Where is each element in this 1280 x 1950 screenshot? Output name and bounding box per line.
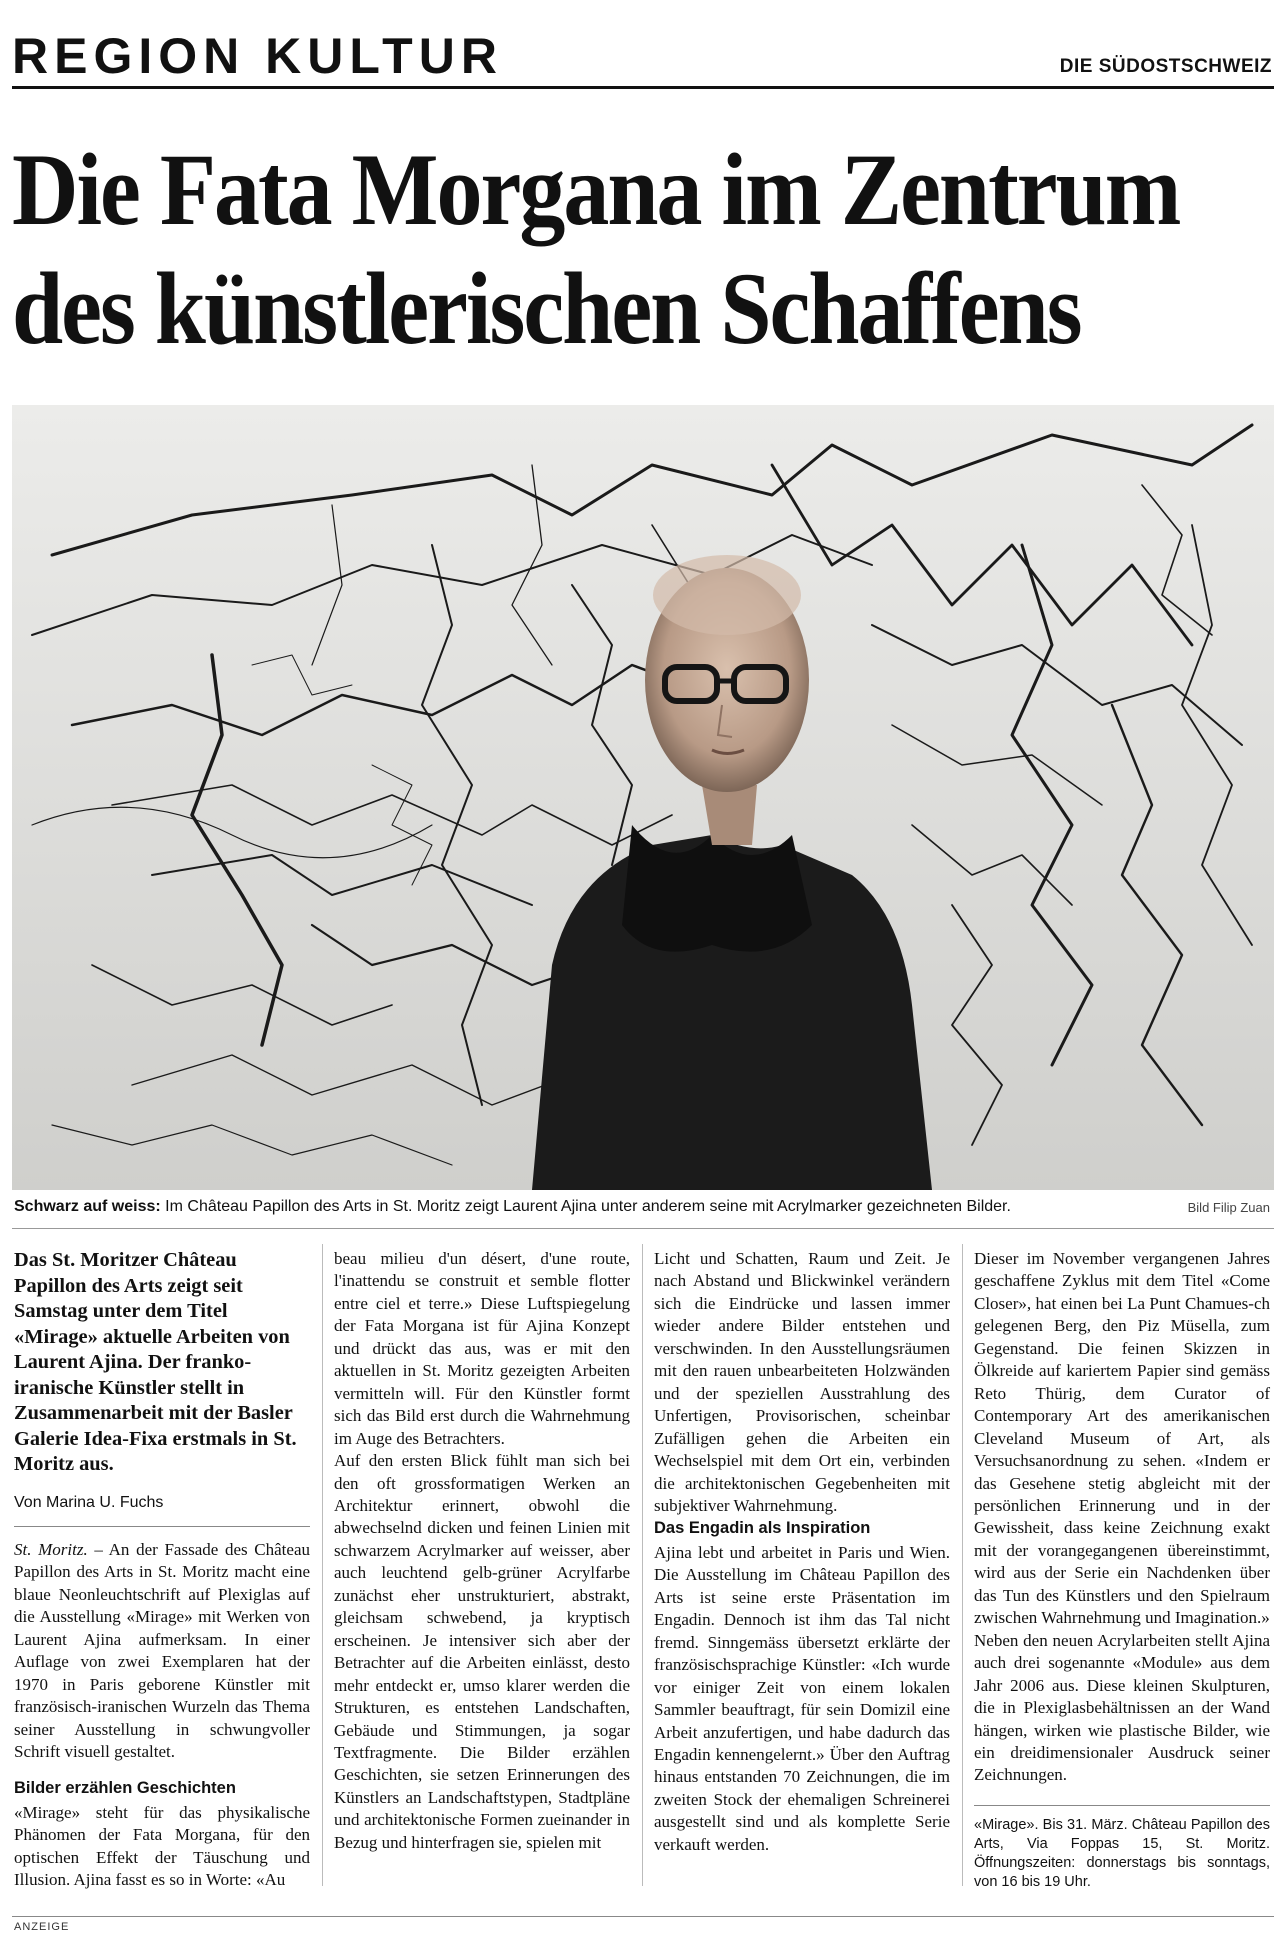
paragraph-1 xyxy=(14,1539,310,1764)
section-title: REGION KULTUR xyxy=(12,28,503,84)
photo-caption xyxy=(14,1198,1274,1216)
paragraph-continued: beau milieu d'un désert, d'une route, l'inattendu se construit et semble flotter entre ciel et terre.» Diese Luftspiegelung der Fata Morgana ist für Ajina Konzept und drückt das aus, was er mit den aktuellen in St. Moritz gezeigten Arbeiten vermitteln will. Für den Künstler formt sich das Bild erst durch die Wahrnehmung im Auge des Betrachters. xyxy=(334,1249,630,1448)
artwork-drawing xyxy=(12,405,1274,1190)
article-column-2 xyxy=(334,1248,630,1854)
caption-text: Im Château Papillon des Arts in St. Moritz zeigt Laurent Ajina unter anderem seine mit Acrylmarker gezeichneten Bilder. xyxy=(165,1198,1011,1215)
headline xyxy=(12,130,1274,367)
paragraph-2: «Mirage» steht für das physikalische Phänomen der Fata Morgana, für den optischen Effekt der Täuschung und Illusion. Ajina fasst es so in Worte: «Au xyxy=(14,1802,310,1890)
exhibition-info: «Mirage». Bis 31. März. Château Papillon des Arts, Via Foppas 15, St. Moritz. Öffnungszeiten: donnerstags bis sonntags, von 16 bis 19 Uhr. xyxy=(974,1805,1270,1892)
caption-lead: Schwarz auf weiss: xyxy=(14,1198,161,1215)
paragraph-continued: Dieser im November vergangenen Jahres geschaffene Zyklus mit dem Titel «Come Closer», hat einen bei La Punt Chamues-ch gelegenen Berg, den Piz Müsella, zum Gegenstand. Die feinen Skizzen in Ölkreide auf kariertem Papier sind gemäss Reto Thürig, dem Curator of Contemporary Art des amerikanischen Cleveland Museum of Art, als Versuchsanordnung zu sehen. «Indem er das Gesehene stetig abgleicht mit der persönlichen Erinnerung und in der Gewissheit, dass keine Zeichnung exakt mit der vorangegangenen übereinstimmt, wird aus der Serie ein Nachdenken über das Tun des Künstlers und den Spielraum zwischen Wahrnehmung und Imagination.» xyxy=(974,1249,1270,1628)
article-photo xyxy=(12,405,1274,1190)
footer-divider xyxy=(12,1916,1274,1917)
column-divider xyxy=(642,1244,643,1886)
masthead xyxy=(12,22,1274,89)
article-lead: Das St. Moritzer Château Papillon des Arts zeigt seit Samstag unter dem Titel «Mirage» aktuelle Arbeiten von Laurent Ajina. Der franko-iranische Künstler stellt in Zusammenarbeit mit der Basler Galerie Idea-Fixa erstmals in St. Moritz aus. xyxy=(14,1249,297,1475)
advertisement-label: ANZEIGE xyxy=(14,1921,70,1933)
subheading-2: Das Engadin als Inspiration xyxy=(654,1519,871,1538)
paragraph-continued: Licht und Schatten, Raum und Zeit. Je nach Abstand und Blickwinkel verändern sich die Eindrücke und lassen immer wieder andere Bilder entstehen und verschwinden. In den Ausstellungsräumen mit den rauen unbearbeiteten Holzwänden und der speziellen Ausstrahlung des Unfertigen, Provisorischen, scheinbar Zufälligen gehen die Arbeiten ein Wechselspiel mit dem Ort ein, verbinden die architektonischen Gegebenheiten mit subjektiver Wahrnehmung. xyxy=(654,1249,950,1515)
paragraph-3: Auf den ersten Blick fühlt man sich bei den oft grossformatigen Werken an Architektur erinnert, obwohl die abwechselnd dicken und feinen Linien mit schwarzem Acrylmarker auf weisser, aber auch leuchtend gelb-grüner Acrylfarbe zunächst eher unstrukturiert, abstrakt, gleichsam schwebend, ja kryptisch erscheinen. Je intensiver sich aber der Betrachter auf die Arbeiten einlässt, desto mehr entdeckt er, umso klarer werden die Strukturen, es entstehen Landschaften, Gebäude und Stimmungen, ja sogar Textfragmente. Die Bilder erzählen Geschichten, sie setzen Erinnerungen des Künstlers an Landschaftstypen, Stadtpläne und architektonische Formen zueinander in Bezug und hinterfragen sie, spielen mit xyxy=(334,1451,630,1852)
paragraph-1-text: – An der Fassade des Château Papillon des Arts in St. Moritz macht eine blaue Neonleuchtschrift auf Plexiglas auf die Ausstellung «Mirage» mit Werken von Laurent Ajina aufmerksam. In einer Auflage von zwei Exemplaren hat der 1970 in Paris geborene Künstler mit französisch-iranischen Wurzeln das Thema seiner Ausstellung in schwungvoller Schrift visuell gestaltet. xyxy=(14,1539,310,1762)
subheading-1: Bilder erzählen Geschichten xyxy=(14,1779,236,1798)
article-column-1 xyxy=(14,1248,310,1892)
paragraph-5: Neben den neuen Acrylarbeiten stellt Ajina auch drei sogenannte «Module» aus dem Jahr 2006 aus. Diese kleinen Skulpturen, die in Plexiglasbehältnissen an der Wand hängen, wirken wie plastische Bilder, wie ein dreidimensionaler Ausdruck seiner Zeichnungen. xyxy=(974,1630,1270,1785)
photo-credit: Bild Filip Zuan xyxy=(1187,1200,1270,1215)
column-divider xyxy=(322,1244,323,1886)
headline-line-1: Die Fata Morgana im Zentrum xyxy=(12,132,1180,247)
byline: Von Marina U. Fuchs xyxy=(14,1492,310,1527)
caption-divider xyxy=(12,1228,1274,1229)
column-divider xyxy=(962,1244,963,1886)
newspaper-name: DIE SÜDOSTSCHWEIZ xyxy=(1059,56,1272,77)
article-column-4 xyxy=(974,1248,1270,1892)
article-column-3 xyxy=(654,1248,950,1856)
dateline: St. Moritz. xyxy=(14,1539,88,1559)
headline-line-2: des künstlerischen Schaffens xyxy=(12,250,1081,366)
paragraph-4: Ajina lebt und arbeitet in Paris und Wien. Die Ausstellung im Château Papillon des Arts ist seine erste Präsentation im Engadin. Dennoch ist ihm das Tal nicht fremd. Sinngemäss übersetzt erklärte der französischsprachige Künstler: «Ich wurde vor einiger Zeit von einem lokalen Sammler beauftragt, für sein Domizil eine Arbeit anzufertigen, und habe dadurch das Engadin kennengelernt.» Über den Auftrag hinaus entstanden 70 Zeichnungen, die im zweiten Stock der ehemaligen Schreinerei ausgestellt sind und als komplette Serie verkauft werden. xyxy=(654,1542,950,1854)
